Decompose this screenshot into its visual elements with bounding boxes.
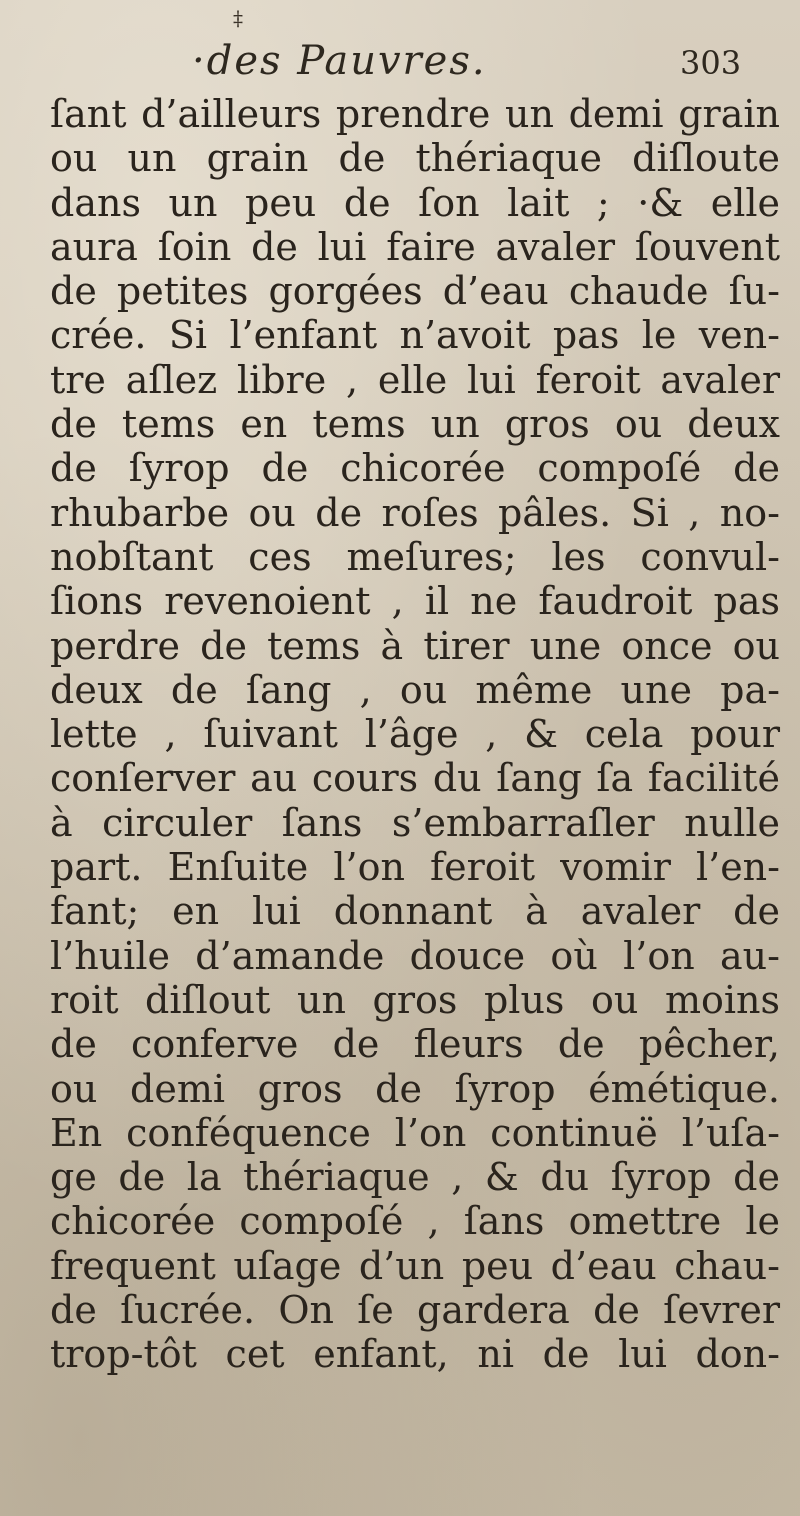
text-line: roit diſlout un gros plus ou moins <box>50 977 780 1022</box>
text-line: trop-tôt cet enfant, ni de lui don- <box>50 1332 780 1377</box>
text-line: nobſtant ces meſures; les convul- <box>50 534 780 579</box>
text-line: aura ſoin de lui faire avaler ſouvent <box>50 224 780 269</box>
text-line: ou un grain de thériaque diſloute <box>50 136 780 181</box>
text-line: de conferve de fleurs de pêcher, <box>50 1022 780 1067</box>
text-line: de ſyrop de chicorée compoſé de <box>50 446 780 491</box>
text-line: lette , ſuivant l’âge , & cela pour <box>50 712 780 757</box>
text-line: ſant d’ailleurs prendre un demi grain <box>50 92 780 136</box>
text-line: à circuler ſans s’embarraſler nulle <box>50 800 780 845</box>
text-line: de ſucrée. On ſe gardera de ſevrer <box>50 1288 780 1333</box>
text-line: deux de ſang , ou même une pa- <box>50 667 780 712</box>
text-line: frequent uſage d’un peu d’eau chau- <box>50 1243 780 1288</box>
text-line: de petites gorgées d’eau chaude ſu- <box>50 269 780 314</box>
text-line: l’huile d’amande douce où l’on au- <box>50 933 780 978</box>
text-line: ſions revenoient , il ne faudroit pas <box>50 579 780 624</box>
running-title: ·des Pauvres. <box>192 38 487 84</box>
text-line: crée. Si l’enfant n’avoit pas le ven- <box>50 313 780 358</box>
text-line: de tems en tems un gros ou deux <box>50 402 780 447</box>
text-line: conſerver au cours du ſang ſa facilité <box>50 756 780 801</box>
text-line: rhubarbe ou de roſes pâles. Si , no- <box>50 490 780 535</box>
body-text <box>44 92 780 1377</box>
page-header <box>0 36 800 88</box>
text-line: En conféquence l’on continuë l’uſa- <box>50 1110 780 1155</box>
text-line: ou demi gros de ſyrop émétique. <box>50 1066 780 1111</box>
text-line: chicorée compoſé , ſans omettre le <box>50 1199 780 1244</box>
text-line: perdre de tems à tirer une once ou <box>50 623 780 668</box>
page-ornament-mark: ‡ <box>233 6 243 30</box>
text-line: ge de la thériaque , & du ſyrop de <box>50 1155 780 1200</box>
page-number: 303 <box>680 44 742 82</box>
text-line: fant; en lui donnant à avaler de <box>50 889 780 934</box>
text-line: dans un peu de ſon lait ; ·& elle <box>50 180 780 225</box>
text-line: tre aſlez libre , elle lui feroit avaler <box>50 357 780 402</box>
text-line: part. Enſuite l’on feroit vomir l’en- <box>50 845 780 890</box>
